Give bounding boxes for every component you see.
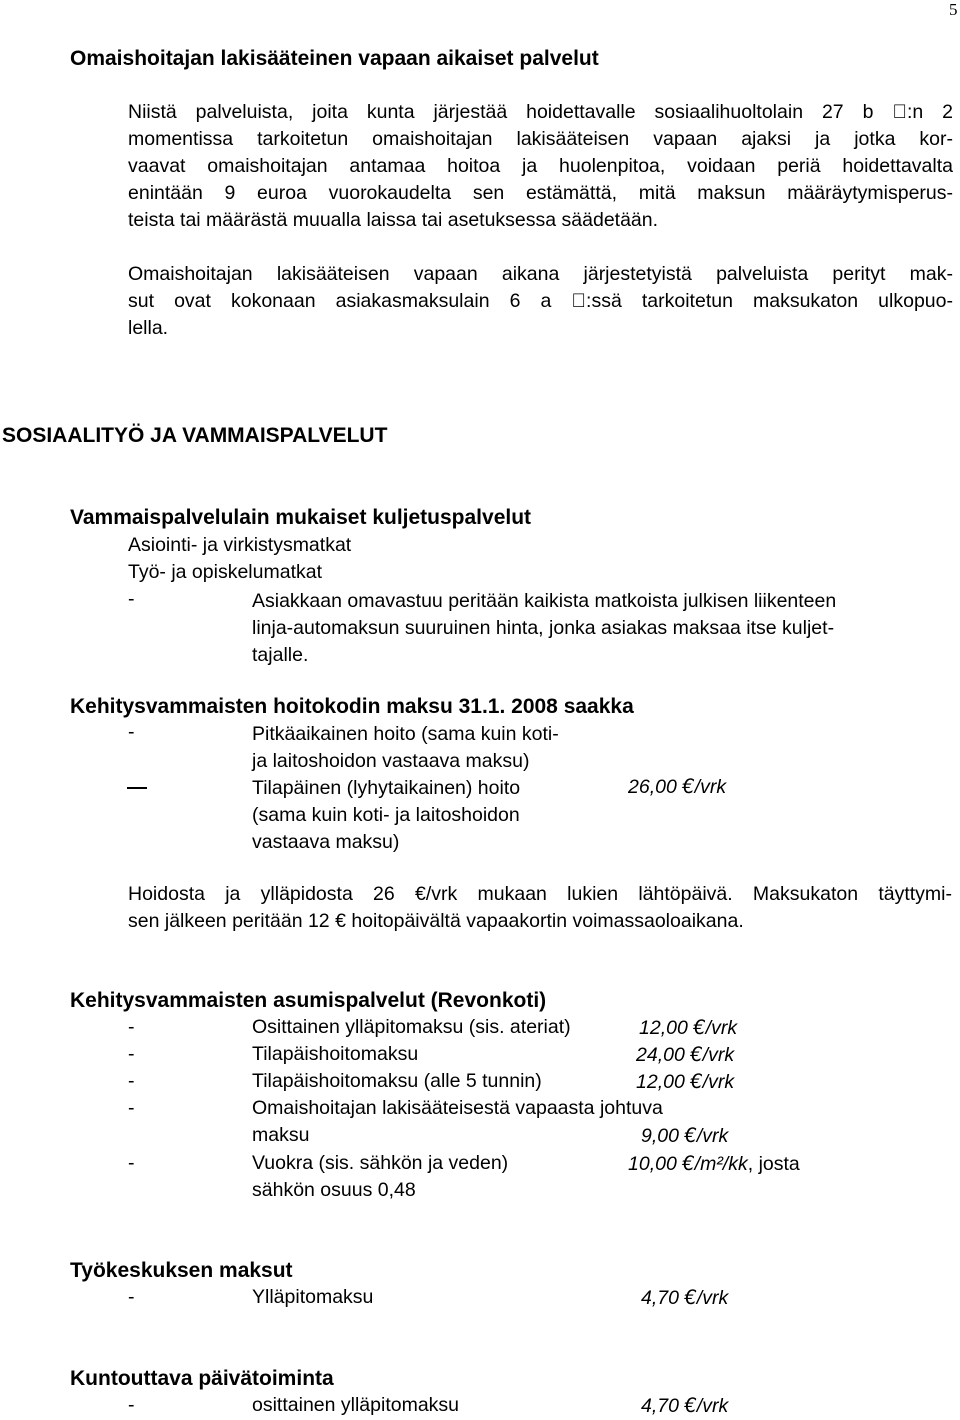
price-value: 24,00 bbox=[636, 1044, 685, 1066]
list-dash: - bbox=[128, 1286, 135, 1308]
price-value: 10,00 bbox=[628, 1153, 677, 1175]
asumis-label-cont: sähkön osuus 0,48 bbox=[252, 1179, 416, 1201]
price-value: 26,00 bbox=[628, 776, 677, 798]
list-dash: - bbox=[128, 1152, 135, 1174]
asumis-price bbox=[639, 1016, 737, 1040]
euro-icon: € bbox=[690, 1070, 703, 1093]
asumis-price bbox=[628, 1152, 800, 1176]
kuljetus-sub-asiointi: Asiointi- ja virkistysmatkat bbox=[128, 534, 352, 556]
text-line: Hoidosta ja ylläpidosta 26 €/vrk mukaan lukien lähtöpäivä. Maksukaton täyttymi- bbox=[128, 883, 952, 905]
list-dash: - bbox=[128, 1070, 135, 1092]
euro-icon: € bbox=[682, 775, 695, 798]
asumis-label: Osittainen ylläpitomaksu (sis. ateriat) bbox=[252, 1016, 571, 1038]
heading-hoitokoti: Kehitysvammaisten hoitokodin maksu 31.1. 2008 saakka bbox=[70, 695, 634, 718]
price-value: 9,00 bbox=[641, 1125, 679, 1147]
text-line: Pitkäaikainen hoito (sama kuin koti- bbox=[252, 723, 559, 745]
euro-icon: € bbox=[693, 1016, 706, 1039]
price-unit: /vrk bbox=[705, 1017, 738, 1039]
list-dash: - bbox=[128, 721, 135, 743]
heading-kuljetuspalvelut: Vammaispalvelulain mukaiset kuljetuspalvelut bbox=[70, 506, 532, 529]
asumis-label: Tilapäishoitomaksu bbox=[252, 1043, 419, 1065]
text-line: Tilapäinen (lyhytaikainen) hoito bbox=[252, 777, 521, 799]
euro-icon: € bbox=[682, 1152, 695, 1175]
tyokeskus-label: Ylläpitomaksu bbox=[252, 1286, 374, 1308]
text-line: vaavat omaishoitajan antamaa hoitoa ja huolenpitoa, voidaan periä hoidettavalta bbox=[128, 155, 953, 177]
text-line: momentissa tarkoitetun omaishoitajan lakisääteisen vapaan ajaksi ja jotka kor- bbox=[128, 128, 953, 150]
paragraph-omaishoitaja-1 bbox=[128, 99, 953, 234]
text-line: Omaishoitajan lakisääteisen vapaan aikana järjestetyistä palveluista perityt mak- bbox=[128, 263, 953, 285]
euro-icon: € bbox=[684, 1394, 697, 1417]
text-line: sut ovat kokonaan asiakasmaksulain 6 a :ssä tarkoitetun maksukaton ulkopuo- bbox=[128, 290, 953, 312]
text-line: lella. bbox=[128, 317, 169, 339]
price-value: 12,00 bbox=[636, 1071, 685, 1093]
text-line: enintään 9 euroa vuorokaudelta sen estämättä, mitä maksun määräytymisperus- bbox=[128, 182, 953, 204]
page-number: 5 bbox=[949, 0, 958, 19]
list-dash: - bbox=[128, 588, 135, 610]
price-suffix: , josta bbox=[747, 1153, 800, 1175]
price-unit: /vrk bbox=[702, 1071, 735, 1093]
hoitokoti-item-pitkaaikainen bbox=[252, 721, 752, 775]
text-line: teista tai määrästä muualla laissa tai asetuksessa säädetään. bbox=[128, 209, 659, 231]
euro-icon: € bbox=[690, 1043, 703, 1066]
price-unit: /vrk bbox=[696, 1287, 729, 1309]
heading-kuntouttava: Kuntouttava päivätoiminta bbox=[70, 1367, 334, 1390]
asumis-label: Omaishoitajan lakisääteisestä vapaasta johtuva bbox=[252, 1097, 663, 1119]
text-line: tajalle. bbox=[252, 644, 309, 666]
paragraph-omaishoitaja-2 bbox=[128, 261, 953, 342]
price-unit: /vrk bbox=[696, 1125, 729, 1147]
text-line: ja laitoshoidon vastaava maksu) bbox=[252, 750, 530, 772]
asumis-label: Tilapäishoitomaksu (alle 5 tunnin) bbox=[252, 1070, 542, 1092]
list-dash: - bbox=[128, 1016, 135, 1038]
tyokeskus-price bbox=[641, 1286, 728, 1310]
list-dash: - bbox=[128, 1097, 135, 1119]
text-line: (sama kuin koti- ja laitoshoidon bbox=[252, 804, 520, 826]
kuljetus-item bbox=[252, 588, 952, 669]
kuntouttava-price bbox=[641, 1394, 728, 1418]
hoitokoti-note bbox=[128, 881, 952, 935]
price-unit: /vrk bbox=[696, 1395, 729, 1417]
kuljetus-sub-tyo: Työ- ja opiskelumatkat bbox=[128, 561, 323, 583]
price-unit: /vrk bbox=[694, 776, 727, 798]
euro-icon: € bbox=[684, 1286, 697, 1309]
text-line: sen jälkeen peritään 12 € hoitopäivältä vapaakortin voimassaoloaikana. bbox=[128, 910, 744, 932]
asumis-price bbox=[641, 1124, 728, 1148]
price-value: 12,00 bbox=[639, 1017, 688, 1039]
price-unit: /vrk bbox=[702, 1044, 735, 1066]
price-value: 4,70 bbox=[641, 1287, 679, 1309]
heading-omaishoitaja: Omaishoitajan lakisääteinen vapaan aikaiset palvelut bbox=[70, 47, 599, 70]
long-dash bbox=[127, 787, 147, 789]
list-dash: - bbox=[128, 1043, 135, 1065]
euro-icon: € bbox=[684, 1124, 697, 1147]
list-dash: - bbox=[128, 1394, 135, 1416]
hoitokoti-item-tilapainen bbox=[252, 775, 652, 856]
price-tilapainen bbox=[628, 775, 726, 799]
heading-asumispalvelut: Kehitysvammaisten asumispalvelut (Revonkoti) bbox=[70, 989, 547, 1012]
price-value: 4,70 bbox=[641, 1395, 679, 1417]
price-unit: /m²/kk bbox=[694, 1153, 748, 1175]
text-line: Niistä palveluista, joita kunta järjestää hoidettavalle sosiaalihuoltolain 27 b :n 2 bbox=[128, 101, 953, 123]
asumis-label-cont: maksu bbox=[252, 1124, 310, 1146]
kuntouttava-label: osittainen ylläpitomaksu bbox=[252, 1394, 460, 1416]
text-line: linja-automaksun suuruinen hinta, jonka asiakas maksaa itse kuljet- bbox=[252, 617, 835, 639]
text-line: vastaava maksu) bbox=[252, 831, 400, 853]
heading-tyokeskus: Työkeskuksen maksut bbox=[70, 1259, 293, 1282]
asumis-price bbox=[636, 1043, 734, 1067]
asumis-label: Vuokra (sis. sähkön ja veden) bbox=[252, 1152, 509, 1174]
asumis-price bbox=[636, 1070, 734, 1094]
text-line: Asiakkaan omavastuu peritään kaikista matkoista julkisen liikenteen bbox=[252, 590, 837, 612]
heading-sosiaalityo: SOSIAALITYÖ JA VAMMAISPALVELUT bbox=[2, 424, 388, 447]
